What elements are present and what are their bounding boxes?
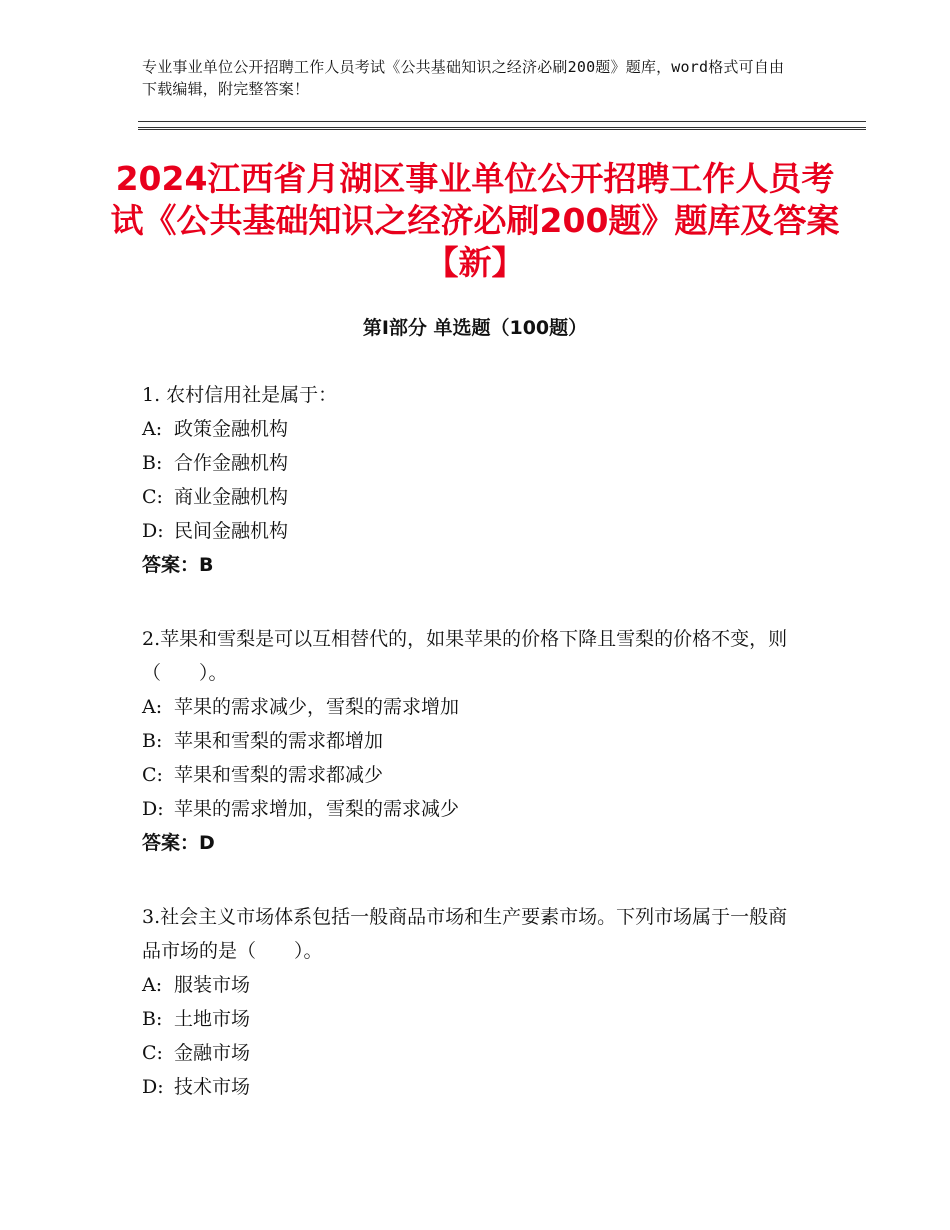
option-c <box>142 480 802 514</box>
section-title: 第Ⅰ部分 单选题（100题） <box>362 317 588 339</box>
option-text: 技术市场 <box>174 1076 251 1098</box>
option-c <box>142 1036 802 1070</box>
option-text: 苹果和雪梨的需求都增加 <box>174 730 384 752</box>
header-note: 专业事业单位公开招聘工作人员考试《公共基础知识之经济必刷200题》题库，word格式可自由下载编辑，附完整答案！ <box>142 58 785 98</box>
option-a <box>142 968 802 1002</box>
option-text: 合作金融机构 <box>174 452 289 474</box>
question-stem: 2.苹果和雪梨是可以互相替代的，如果苹果的价格下降且雪梨的价格不变，则（ ）。 <box>142 628 788 684</box>
question-stem: 1. 农村信用社是属于： <box>142 384 338 406</box>
option-letter: C: <box>142 486 163 508</box>
option-text: 土地市场 <box>174 1008 251 1030</box>
answer-line: 答案：D <box>142 832 215 854</box>
option-letter: D: <box>142 798 164 820</box>
option-text: 金融市场 <box>174 1042 251 1064</box>
option-text: 苹果的需求减少，雪梨的需求增加 <box>174 696 460 718</box>
question-stem: 3.社会主义市场体系包括一般商品市场和生产要素市场。下列市场属于一般商品市场的是（ ）。 <box>142 906 788 962</box>
option-c <box>142 758 802 792</box>
option-a <box>142 412 802 446</box>
option-d <box>142 514 802 548</box>
question-1 <box>142 378 802 582</box>
option-text: 民间金融机构 <box>174 520 289 542</box>
option-text: 服装市场 <box>174 974 251 996</box>
option-letter: B: <box>142 1008 163 1030</box>
option-text: 商业金融机构 <box>174 486 289 508</box>
question-2 <box>142 622 802 860</box>
option-d <box>142 1070 802 1104</box>
option-letter: B: <box>142 730 163 752</box>
option-letter: A: <box>142 974 163 996</box>
question-list <box>142 378 802 1144</box>
answer-line: 答案：B <box>142 554 214 576</box>
option-d <box>142 792 802 826</box>
option-letter: C: <box>142 1042 163 1064</box>
document-title: 2024江西省月湖区事业单位公开招聘工作人员考试《公共基础知识之经济必刷200题》题库及答案【新】 <box>110 159 840 282</box>
option-letter: A: <box>142 696 163 718</box>
question-3 <box>142 900 802 1104</box>
header-divider <box>138 121 866 130</box>
option-b <box>142 446 802 480</box>
option-letter: A: <box>142 418 163 440</box>
option-letter: D: <box>142 520 164 542</box>
option-letter: B: <box>142 452 163 474</box>
option-text: 政策金融机构 <box>174 418 289 440</box>
option-letter: C: <box>142 764 163 786</box>
option-text: 苹果的需求增加，雪梨的需求减少 <box>174 798 460 820</box>
option-a <box>142 690 802 724</box>
option-letter: D: <box>142 1076 164 1098</box>
option-text: 苹果和雪梨的需求都减少 <box>174 764 384 786</box>
option-b <box>142 724 802 758</box>
option-b <box>142 1002 802 1036</box>
